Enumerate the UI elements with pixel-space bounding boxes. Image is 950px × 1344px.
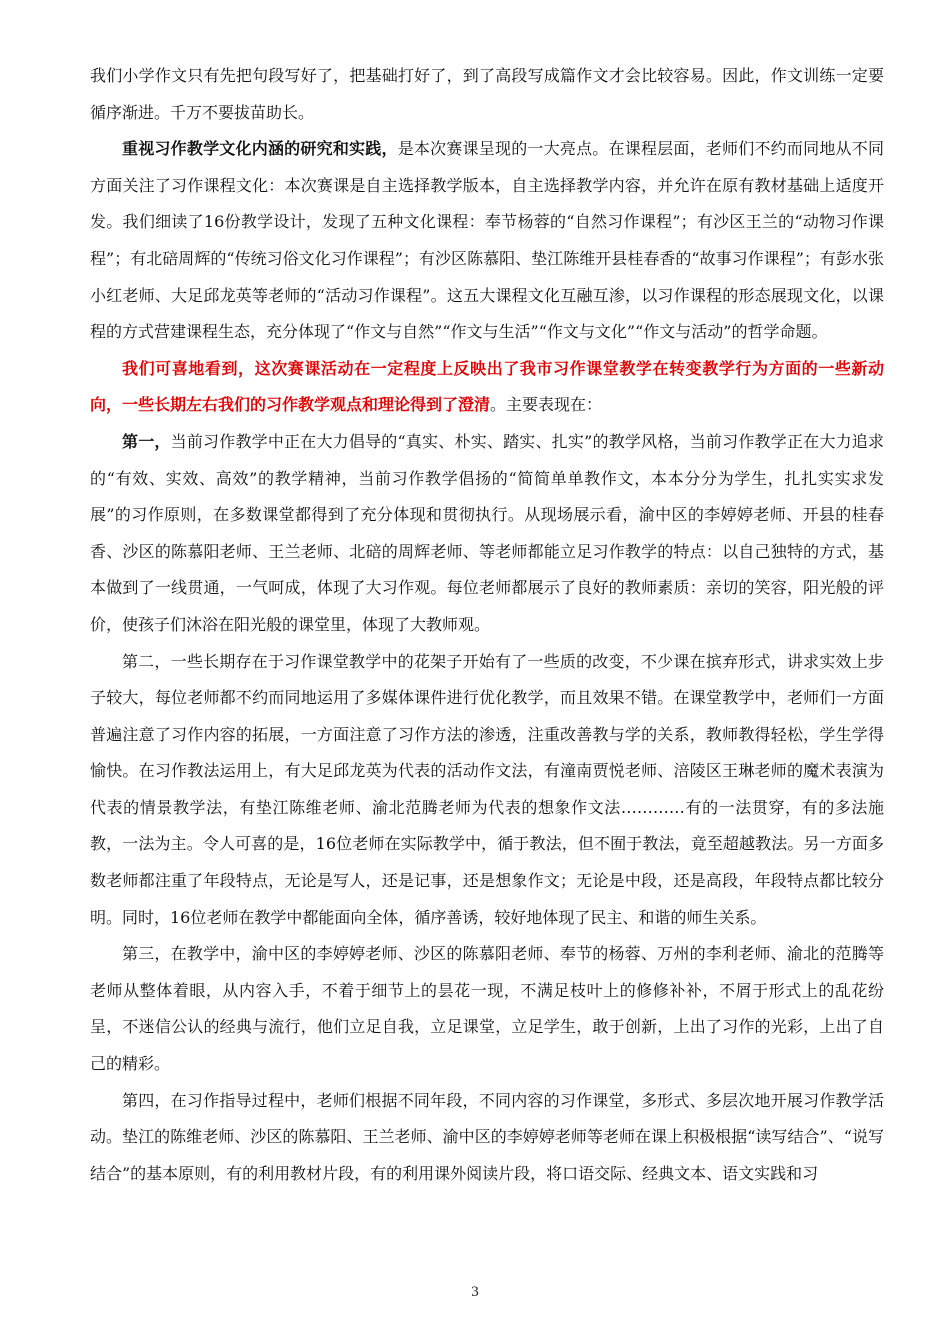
- paragraph-4: [90, 424, 884, 644]
- paragraph-7-text: 第四，在习作指导过程中，老师们根据不同年段，不同内容的习作课堂，多形式、多层次地开展习作教学活动。垫江的陈维老师、沙区的陈慕阳、王兰老师、渝中区的李婷婷老师等老师在课上积极根据“读写结合”、“说写结合”的基本原则，有的利用教材片段，有的利用课外阅读片段，将口语交际、经典文本、语文实践和习: [90, 1090, 884, 1183]
- paragraph-3-highlight: 我们可喜地看到，这次赛课活动在一定程度上反映出了我市习作课堂教学在转变教学行为方面的一些新动向，一些长期左右我们的习作教学观点和理论得到了澄清: [90, 358, 884, 415]
- page-number: 3: [471, 1284, 479, 1300]
- paragraph-4-lead: 第一，: [122, 431, 171, 451]
- paragraph-2-text: 是本次赛课呈现的一大亮点。在课程层面，老师们不约而同地从不同方面关注了习作课程文化：本次赛课是自主选择教学版本，自主选择教学内容，并允许在原有教材基础上适度开发。我们细读了16份教学设计，发现了五种文化课程：奉节杨蓉的“自然习作课程”；有沙区王兰的“动物习作课程”；有北碚周辉的“传统习俗文化习作课程”；有沙区陈慕阳、垫江陈维开县桂春香的“故事习作课程”；有彭水张小红老师、大足邱龙英等老师的“活动习作课程”。这五大课程文化互融互渗，以习作课程的形态展现文化，以课程的方式营建课程生态，充分体现了“作文与自然”“作文与生活”“作文与文化”“作文与活动”的哲学命题。: [90, 139, 884, 342]
- paragraph-3: [90, 351, 884, 424]
- paragraph-1: [90, 58, 884, 131]
- paragraph-4-text: 当前习作教学中正在大力倡导的“真实、朴实、踏实、扎实”的教学风格，当前习作教学正在大力追求的“有效、实效、高效”的教学精神，当前习作教学倡扬的“简简单单教作文，本本分分为学生，扎扎实实求发展”的习作原则，在多数课堂都得到了充分体现和贯彻执行。从现场展示看，渝中区的李婷婷老师、开县的桂春香、沙区的陈慕阳老师、王兰老师、北碚的周辉老师、等老师都能立足习作教学的特点：以自己独特的方式，基本做到了一线贯通，一气呵成，体现了大习作观。每位老师都展示了良好的教师素质：亲切的笑容，阳光般的评价，使孩子们沐浴在阳光般的课堂里，体现了大教师观。: [90, 431, 884, 634]
- paragraph-7: [90, 1083, 884, 1193]
- paragraph-5: [90, 644, 884, 937]
- paragraph-2-lead: 重视习作教学文化内涵的研究和实践，: [122, 139, 398, 159]
- paragraph-6: [90, 936, 884, 1082]
- paragraph-5-text: 第二，一些长期存在于习作课堂教学中的花架子开始有了一些质的改变，不少课在摈弃形式，讲求实效上步子较大，每位老师都不约而同地运用了多媒体课件进行优化教学，而且效果不错。在课堂教学中，老师们一方面普遍注意了习作内容的拓展，一方面注意了习作方法的渗透，注重改善教与学的关系，教师教得轻松，学生学得愉快。在习作教法运用上，有大足邱龙英为代表的活动作文法，有潼南贾悦老师、涪陵区王琳老师的魔术表演为代表的情景教学法，有垫江陈维老师、渝北范腾老师为代表的想象作文法…………有的一法贯穿，有的多法施教，一法为主。令人可喜的是，16位老师在实际教学中，循于教法，但不囿于教法，竟至超越教法。另一方面多数老师都注重了年段特点，无论是写人，还是记事，还是想象作文；无论是中段，还是高段，年段特点都比较分明。同时，16位老师在教学中都能面向全体，循序善诱，较好地体现了民主、和谐的师生关系。: [90, 651, 884, 927]
- paragraph-2: [90, 131, 884, 351]
- paragraph-3-text: 。主要表现在：: [490, 395, 603, 415]
- paragraph-1-text: 我们小学作文只有先把句段写好了，把基础打好了，到了高段写成篇作文才会比较容易。因此，作文训练一定要循序渐进。千万不要拔苗助长。: [90, 66, 884, 122]
- paragraph-6-text: 第三，在教学中，渝中区的李婷婷老师、沙区的陈慕阳老师、奉节的杨蓉、万州的李利老师、渝北的范腾等老师从整体着眼，从内容入手，不着于细节上的昙花一现，不满足枝叶上的修修补补，不屑于形式上的乱花纷呈，不迷信公认的经典与流行，他们立足自我，立足课堂，立足学生，敢于创新，上出了习作的光彩，上出了自己的精彩。: [90, 944, 884, 1074]
